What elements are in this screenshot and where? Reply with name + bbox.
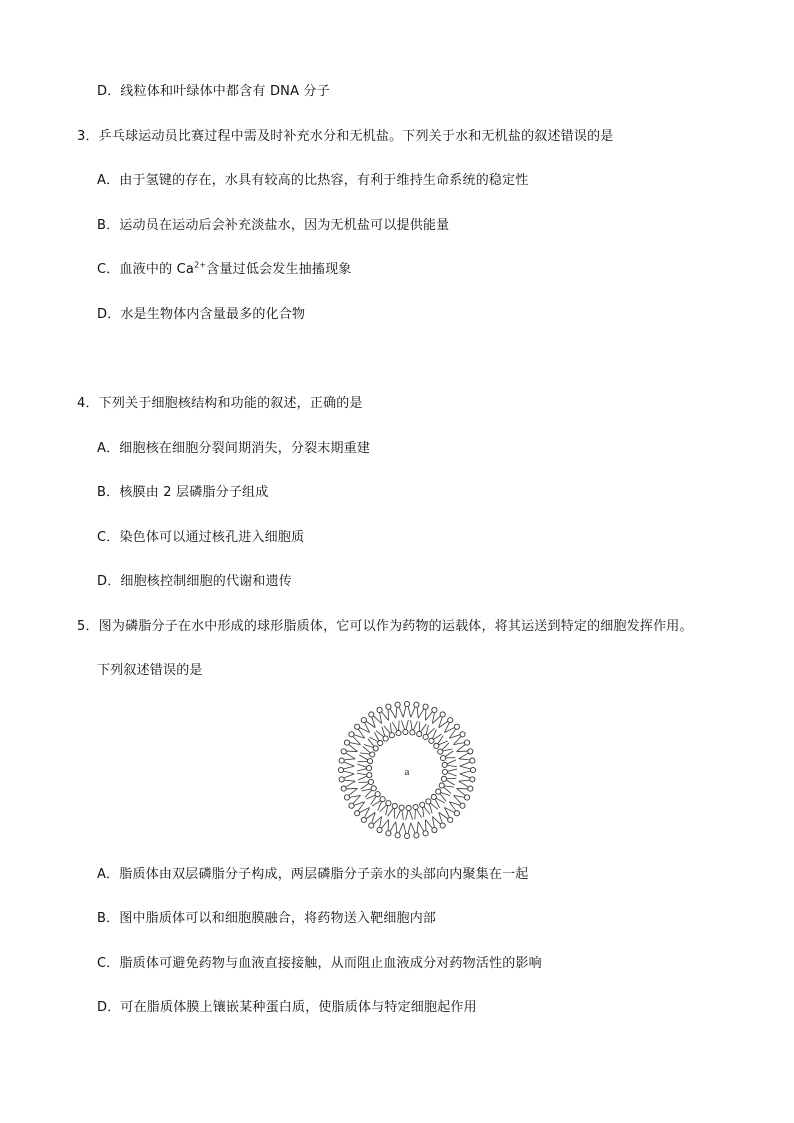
- phospholipid-outer-39: [445, 724, 460, 738]
- phospholipid-outer-28: [361, 718, 375, 733]
- phospholipid-outer-21: [339, 774, 355, 782]
- phospholipid-outer-1: [459, 774, 475, 782]
- phospholipid-outer-32: [395, 702, 403, 718]
- phospholipid-outer-9: [418, 820, 428, 836]
- phospholipid-outer-20: [341, 781, 357, 791]
- phospholipid-outer-43: [459, 758, 475, 766]
- q3-option-a: A．由于氢键的存在，水具有较高的比热容，有利于维持生命系统的稳定性: [97, 173, 529, 188]
- q5-option-c: C．脂质体可避免药物与血液直接接触，从而阻止血液成分对药物活性的影响: [97, 956, 542, 971]
- phospholipid-inner-26: [410, 720, 418, 735]
- phospholipid-inner-19: [360, 746, 375, 757]
- liposome-figure: [330, 700, 484, 840]
- phospholipid-outer-13: [386, 820, 396, 836]
- phospholipid-outer-33: [403, 701, 410, 717]
- phospholipid-outer-6: [439, 808, 453, 823]
- q3-option-b: B．运动员在运动后会补充淡盐水，因为无机盐可以提供能量: [97, 218, 450, 233]
- q5-stem: 5．图为磷脂分子在水中形成的球形脂质体，它可以作为药物的运载体，将其运送到特定的细胞发挥作用。: [77, 619, 693, 634]
- q3-stem: 3．乒乓球运动员比赛过程中需及时补充水分和无机盐。下列关于水和无机盐的叙述错误的是: [77, 129, 614, 144]
- phospholipid-outer-12: [395, 822, 403, 838]
- q4-option-c: C．染色体可以通过核孔进入细胞质: [97, 530, 305, 545]
- phospholipid-outer-5: [445, 802, 460, 816]
- phospholipid-outer-34: [411, 702, 419, 718]
- q3-option-c-sup: 2+: [194, 260, 207, 270]
- phospholipid-inner-8: [406, 805, 413, 820]
- figure-label-a: a: [404, 766, 410, 778]
- q5-option-b: B．图中脂质体可以和细胞膜融合，将药物送入靶细胞内部: [97, 911, 437, 926]
- phospholipid-outer-2: [457, 781, 473, 791]
- phospholipid-outer-27: [355, 724, 370, 738]
- q5-option-d: D．可在脂质体膜上镶嵌某种蛋白质，使脂质体与特定细胞起作用: [97, 1000, 477, 1015]
- q4-option-d: D．细胞核控制细胞的代谢和遗传: [97, 574, 293, 589]
- phospholipid-outer-35: [418, 704, 428, 720]
- phospholipid-outer-22: [338, 766, 354, 773]
- q4-option-b: B．核膜由 2 层磷脂分子组成: [97, 485, 269, 500]
- phospholipid-inner-33: [442, 760, 457, 768]
- phospholipid-outer-31: [386, 704, 396, 720]
- phospholipid-outer-0: [460, 766, 476, 773]
- phospholipid-inner-25: [401, 720, 408, 735]
- phospholipid-outer-42: [457, 749, 473, 759]
- phospholipid-inner-9: [396, 805, 404, 820]
- phospholipid-outer-24: [341, 749, 357, 759]
- phospholipid-outer-10: [411, 822, 419, 838]
- phospholipid-inner-0: [442, 769, 457, 776]
- q5-stem-continued: 下列叙述错误的是: [97, 663, 203, 678]
- phospholipid-outer-38: [439, 718, 453, 733]
- phospholipid-outer-16: [361, 808, 375, 823]
- q3-option-c-pre: C．血液中的 Ca: [97, 262, 195, 277]
- phospholipid-inner-16: [357, 773, 372, 781]
- q5-option-a: A．脂质体由双层磷脂分子构成，两层磷脂分子亲水的头部向内聚集在一起: [97, 867, 529, 882]
- q3-option-d: D．水是生物体内含量最多的化合物: [97, 307, 306, 322]
- phospholipid-outer-23: [339, 758, 355, 766]
- phospholipid-inner-2: [439, 783, 454, 794]
- phospholipid-outer-11: [403, 823, 410, 839]
- q4-option-a: A．细胞核在细胞分裂间期消失，分裂末期重建: [97, 441, 371, 456]
- q3-option-c: [97, 261, 351, 279]
- phospholipid-inner-17: [357, 764, 372, 771]
- phospholipid-outer-17: [355, 802, 370, 816]
- q3-option-c-post: 含量过低会发生抽搐现象: [206, 262, 352, 277]
- q4-stem: 4．下列关于细胞核结构和功能的叙述，正确的是: [77, 396, 363, 411]
- q2-option-d: D．线粒体和叶绿体中都含有 DNA 分子: [97, 84, 330, 99]
